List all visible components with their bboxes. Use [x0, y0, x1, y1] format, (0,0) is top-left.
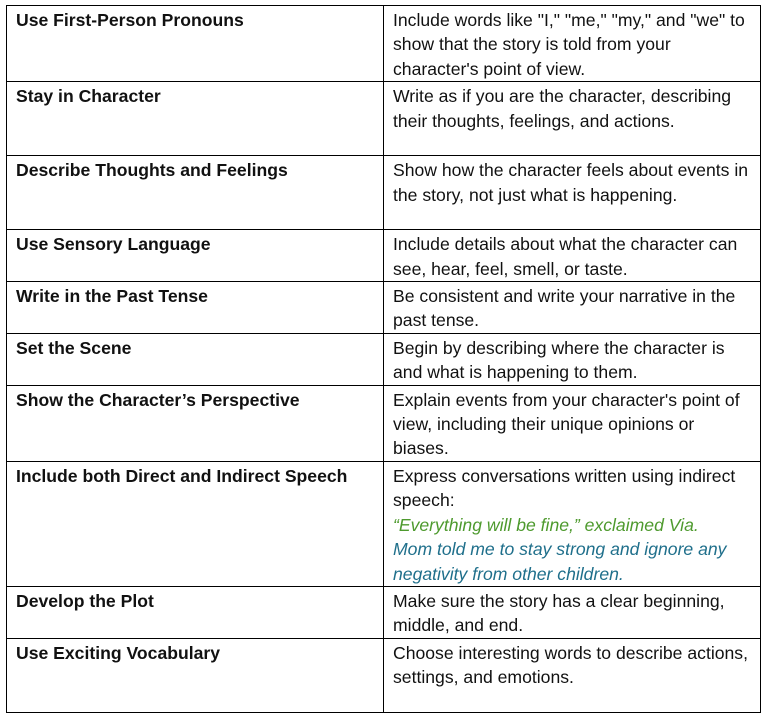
description-cell: Write as if you are the character, describing their thoughts, feelings, and actions. — [384, 82, 761, 156]
direct-speech-example: “Everything will be fine,” exclaimed Via. — [393, 514, 699, 535]
description-cell: Include words like "I," "me," "my," and "we" to show that the story is told from your character's point of view. — [384, 6, 761, 82]
tip-cell: Describe Thoughts and Feelings — [7, 156, 384, 230]
description-cell: Include details about what the character can see, hear, feel, smell, or taste. — [384, 230, 761, 282]
table-row — [7, 586, 761, 638]
tip-cell: Stay in Character — [7, 82, 384, 156]
tip-cell: Use First-Person Pronouns — [7, 6, 384, 82]
tip-cell: Show the Character’s Perspective — [7, 385, 384, 461]
tip-cell: Use Exciting Vocabulary — [7, 638, 384, 712]
description-cell: Choose interesting words to describe actions, settings, and emotions. — [384, 638, 761, 712]
description-cell — [384, 461, 761, 586]
tip-cell: Use Sensory Language — [7, 230, 384, 282]
table-row — [7, 333, 761, 385]
table-row — [7, 6, 761, 82]
description-cell: Begin by describing where the character is and what is happening to them. — [384, 333, 761, 385]
description-text: Express conversations written using indirect speech: — [393, 465, 736, 511]
tip-cell: Write in the Past Tense — [7, 282, 384, 334]
table-row — [7, 385, 761, 461]
description-cell: Be consistent and write your narrative in the past tense. — [384, 282, 761, 334]
tip-cell: Include both Direct and Indirect Speech — [7, 461, 384, 586]
table-row — [7, 82, 761, 156]
description-cell: Show how the character feels about events in the story, not just what is happening. — [384, 156, 761, 230]
table-row — [7, 638, 761, 712]
description-cell: Explain events from your character's point of view, including their unique opinions or biases. — [384, 385, 761, 461]
table-row — [7, 461, 761, 586]
tip-cell: Develop the Plot — [7, 586, 384, 638]
table-row — [7, 230, 761, 282]
table-row — [7, 282, 761, 334]
description-cell: Make sure the story has a clear beginning, middle, and end. — [384, 586, 761, 638]
indirect-speech-example: Mom told me to stay strong and ignore any negativity from other children. — [393, 539, 727, 584]
writing-tips-table — [6, 5, 761, 713]
table-row — [7, 156, 761, 230]
writing-tips-table-container — [6, 5, 759, 713]
tip-cell: Set the Scene — [7, 333, 384, 385]
